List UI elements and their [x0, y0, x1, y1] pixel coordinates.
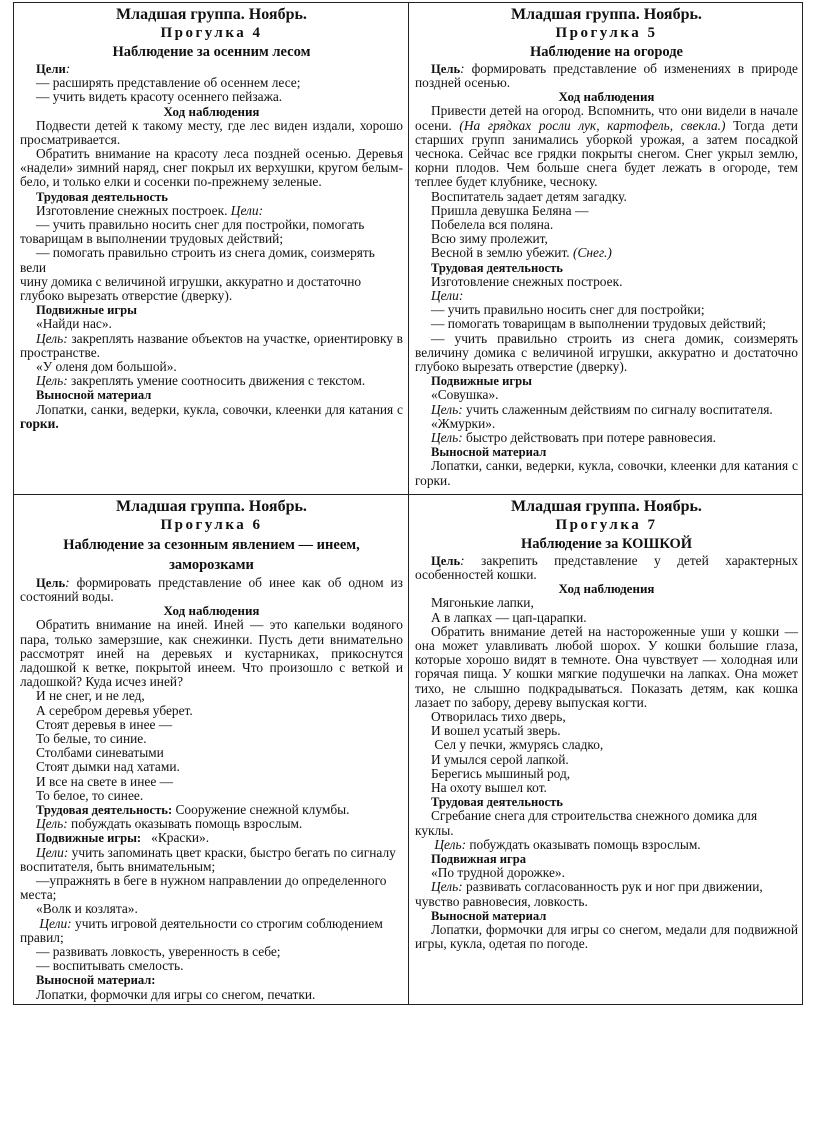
card-walk-5	[409, 3, 803, 494]
goal-item: — расширять представление об осеннем лесе;	[36, 75, 301, 91]
material-title: Выносной материал:	[36, 973, 156, 988]
labor-title: Трудовая деятельность	[431, 260, 563, 275]
verse-line: Мягонькие лапки,	[431, 595, 534, 611]
goal-text: Цель: формировать представление об изменениях в природе поздней осенью.	[415, 61, 798, 91]
riddle-line: Пришла девушка Беляна —	[431, 202, 589, 218]
labor-goal: — учить правильно носить снег для постройки;	[431, 302, 705, 318]
game-name: «Совушка».	[431, 387, 499, 403]
walk-title: Прогулка 4	[160, 25, 263, 41]
labor-goal: — помогать правильно строить из снега домик, соизмерять вели	[20, 245, 375, 275]
game-name: «У оленя дом большой».	[36, 359, 177, 375]
labor-title: Трудовая деятельность	[431, 795, 563, 810]
card-walk-6	[14, 495, 408, 1005]
verse-line: Сел у печки, жмурясь сладко,	[434, 737, 604, 753]
labor-text: Изготовление снежных построек.	[431, 273, 623, 289]
course-paragraph: Подвести детей к такому месту, где лес виден издали, хорошо просматривается.	[20, 117, 403, 147]
course-paragraph: Обратить внимание детей на настороженные уши у кошки — она может улавливать любой шорох. У кошки большие глаза, которые хорошо видят в темноте. Она чувствует — холодная или горячая пища. У кошки мягкие подушечки на лапках. Она может тихо, не слышно подкрадываться. Показать детям, как кошка лазает по забору, дереву выпуская когти.	[415, 623, 798, 710]
riddle-line: Побелела вся поляна.	[431, 217, 554, 233]
poem-line: То белые, то синие.	[36, 731, 147, 747]
material-title: Выносной материал	[431, 908, 547, 923]
course-title: Ход наблюдения	[558, 581, 655, 597]
game-goal: — воспитывать смелость.	[36, 958, 184, 974]
games-line: Подвижные игры: «Краски».	[36, 830, 210, 846]
game-name: «Волк и козлята».	[36, 901, 138, 917]
walk-title: Прогулка 5	[555, 25, 658, 41]
observation-title: Наблюдение за КОШКОЙ	[520, 536, 693, 552]
walk-cards-table	[13, 2, 803, 1005]
game-goal: Цели: учить игровой деятельности со строгим соблюдением правил;	[20, 915, 383, 945]
game-goal: — развивать ловкость, уверенность в себе;	[36, 944, 281, 960]
observation-title: Наблюдение на огороде	[530, 44, 683, 60]
group-title: Младшая группа. Ноябрь.	[116, 6, 307, 23]
game-title: Подвижная игра	[431, 852, 527, 867]
labor-goal: Цель: побуждать оказывать помощь взрослым.	[434, 836, 701, 852]
card-walk-4	[14, 3, 408, 494]
verse-line: На охоту вышел кот.	[431, 780, 547, 796]
poem-line: То белое, то синее.	[36, 787, 144, 803]
game-name: «Найди нас».	[36, 316, 112, 332]
course-title: Ход наблюдения	[163, 603, 260, 619]
riddle-line: Весной в землю убежит. (Снег.)	[431, 245, 612, 261]
course-title: Ход наблюдения	[558, 89, 655, 105]
walk-title: Прогулка 6	[160, 517, 263, 533]
game-goal: —упражнять в беге в нужном направлении до определенного места;	[20, 873, 387, 903]
verse-line: Отворилась тихо дверь,	[431, 709, 566, 725]
poem-line: Столбами синеватыми	[36, 745, 164, 761]
goal-item: — учить видеть красоту осеннего пейзажа.	[36, 89, 283, 105]
riddle-intro: Воспитатель задает детям загадку.	[431, 188, 627, 204]
labor-text: Сгребание снега для строительства снежного домика для куклы.	[415, 808, 758, 838]
material-text: Лопатки, формочки для игры со снегом, печатки.	[36, 986, 316, 1002]
material-text: Лопатки, формочки для игры со снегом, медали для подвижной игры, кукла, одетая по погоде.	[415, 922, 798, 952]
goal-text: Цель: формировать представление об инее как об одном из состояний воды.	[20, 575, 403, 605]
verse-line: И умылся серой лапкой.	[431, 751, 569, 767]
games-title: Подвижные игры	[431, 374, 532, 389]
labor-goal: глубоко вырезать отверстие (дверку).	[20, 288, 233, 304]
observation-title: Наблюдение за осенним лесом	[112, 44, 311, 60]
labor-goal: — учить правильно строить из снега домик, соизмерять величину домика с величиной игрушки, аккуратно и достаточно глубоко вырезать отверстие (дверку).	[415, 330, 798, 375]
verse-line: И вошел усатый зверь.	[431, 723, 561, 739]
labor-goal: — учить правильно носить снег для постройки, помогать товарищам в выполнении трудовых действий;	[20, 217, 365, 247]
game-goal: Цель: закреплять умение соотносить движения с текстом.	[36, 373, 366, 389]
course-paragraph: Привести детей на огород. Вспомнить, что они видели в начале осени. (На грядках росли лук, картофель, свекла.) Тогда дети старших групп занимались уборкой урожая, а затем посадкой чеснока. Сейчас все грядки покрыты снегом. Снег укрыл землю, корни плодов. Чем больше снега будет лежать в огороде, тем теплее будет клубнике, чесноку.	[415, 103, 798, 190]
verse-line: А в лапках — цап-царапки.	[431, 609, 587, 625]
material-text: Лопатки, санки, ведерки, кукла, совочки, клеенки для катания с горки.	[415, 458, 798, 488]
game-name: «Жмурки».	[431, 415, 496, 431]
poem-line: Стоят деревья в инее —	[36, 716, 173, 732]
game-goal: Цель: развивать согласованность рук и ног при движении, чувство равновесия, ловкость.	[415, 879, 763, 909]
material-text: Лопатки, санки, ведерки, кукла, совочки, клеенки для катания с горки.	[20, 401, 403, 431]
course-paragraph: Обратить внимание на красоту леса поздней осенью. Деревья «надели» зимний наряд, снег покрыл их верхушки, кругом белым-бело, и только елки и сосенки по-прежнему зеленые.	[20, 146, 403, 190]
game-goal: Цель: закреплять название объектов на участке, ориентировку в пространстве.	[20, 330, 403, 360]
labor-text: Изготовление снежных построек. Цели:	[36, 202, 264, 218]
labor-goal: чину домика с величиной игрушки, аккуратно и достаточно	[20, 273, 362, 289]
labor-line: Трудовая деятельность: Сооружение снежной клумбы.	[36, 802, 350, 818]
group-title: Младшая группа. Ноябрь.	[511, 498, 702, 515]
material-title: Выносной материал	[431, 445, 547, 460]
labor-title: Трудовая деятельность	[36, 189, 168, 204]
poem-line: Стоят дымки над хатами.	[36, 759, 180, 775]
poem-line: И не снег, и не лед,	[36, 688, 145, 704]
goals-heading: Цели:	[36, 61, 71, 76]
material-title: Выносной материал	[36, 388, 152, 403]
labor-goal: — помогать товарищам в выполнении трудовых действий;	[431, 316, 766, 332]
course-title: Ход наблюдения	[163, 103, 260, 119]
verse-line: Берегись мышиный род,	[431, 765, 571, 781]
course-paragraph: Обратить внимание на иней. Иней — это капельки водяного пара, только замерзшие, как снежинки. Пусть дети внимательно рассмотрят иней на деревьях и кустарниках, прикоснутся ладошкой к ветке, покрытой инеем. Что произошло с веткой и ладошкой? Куда исчез иней?	[20, 617, 403, 690]
card-walk-7	[409, 495, 803, 1005]
observation-title: Наблюдение за сезонным явлением — инеем, заморозками	[63, 537, 360, 573]
games-title: Подвижные игры	[36, 303, 137, 318]
game-goal: Цели: учить запоминать цвет краски, быстро бегать по сигналу воспитателя, быть внимательным;	[20, 844, 396, 874]
poem-line: А серебром деревья уберет.	[36, 702, 193, 718]
group-title: Младшая группа. Ноябрь.	[116, 498, 307, 515]
labor-goal: Цель: побуждать оказывать помощь взрослым.	[36, 816, 303, 832]
labor-goals-label: Цели:	[431, 288, 464, 304]
goal-text: Цель: закрепить представление у детей характерных особенностей кошки.	[415, 553, 798, 583]
poem-line: И все на свете в инее —	[36, 773, 174, 789]
game-name: «По трудной дорожке».	[431, 865, 565, 881]
group-title: Младшая группа. Ноябрь.	[511, 6, 702, 23]
riddle-line: Всю зиму пролежит,	[431, 231, 548, 247]
game-goal: Цель: учить слаженным действиям по сигналу воспитателя.	[431, 401, 773, 417]
game-goal: Цель: быстро действовать при потере равновесия.	[431, 430, 717, 446]
walk-title: Прогулка 7	[555, 517, 658, 533]
